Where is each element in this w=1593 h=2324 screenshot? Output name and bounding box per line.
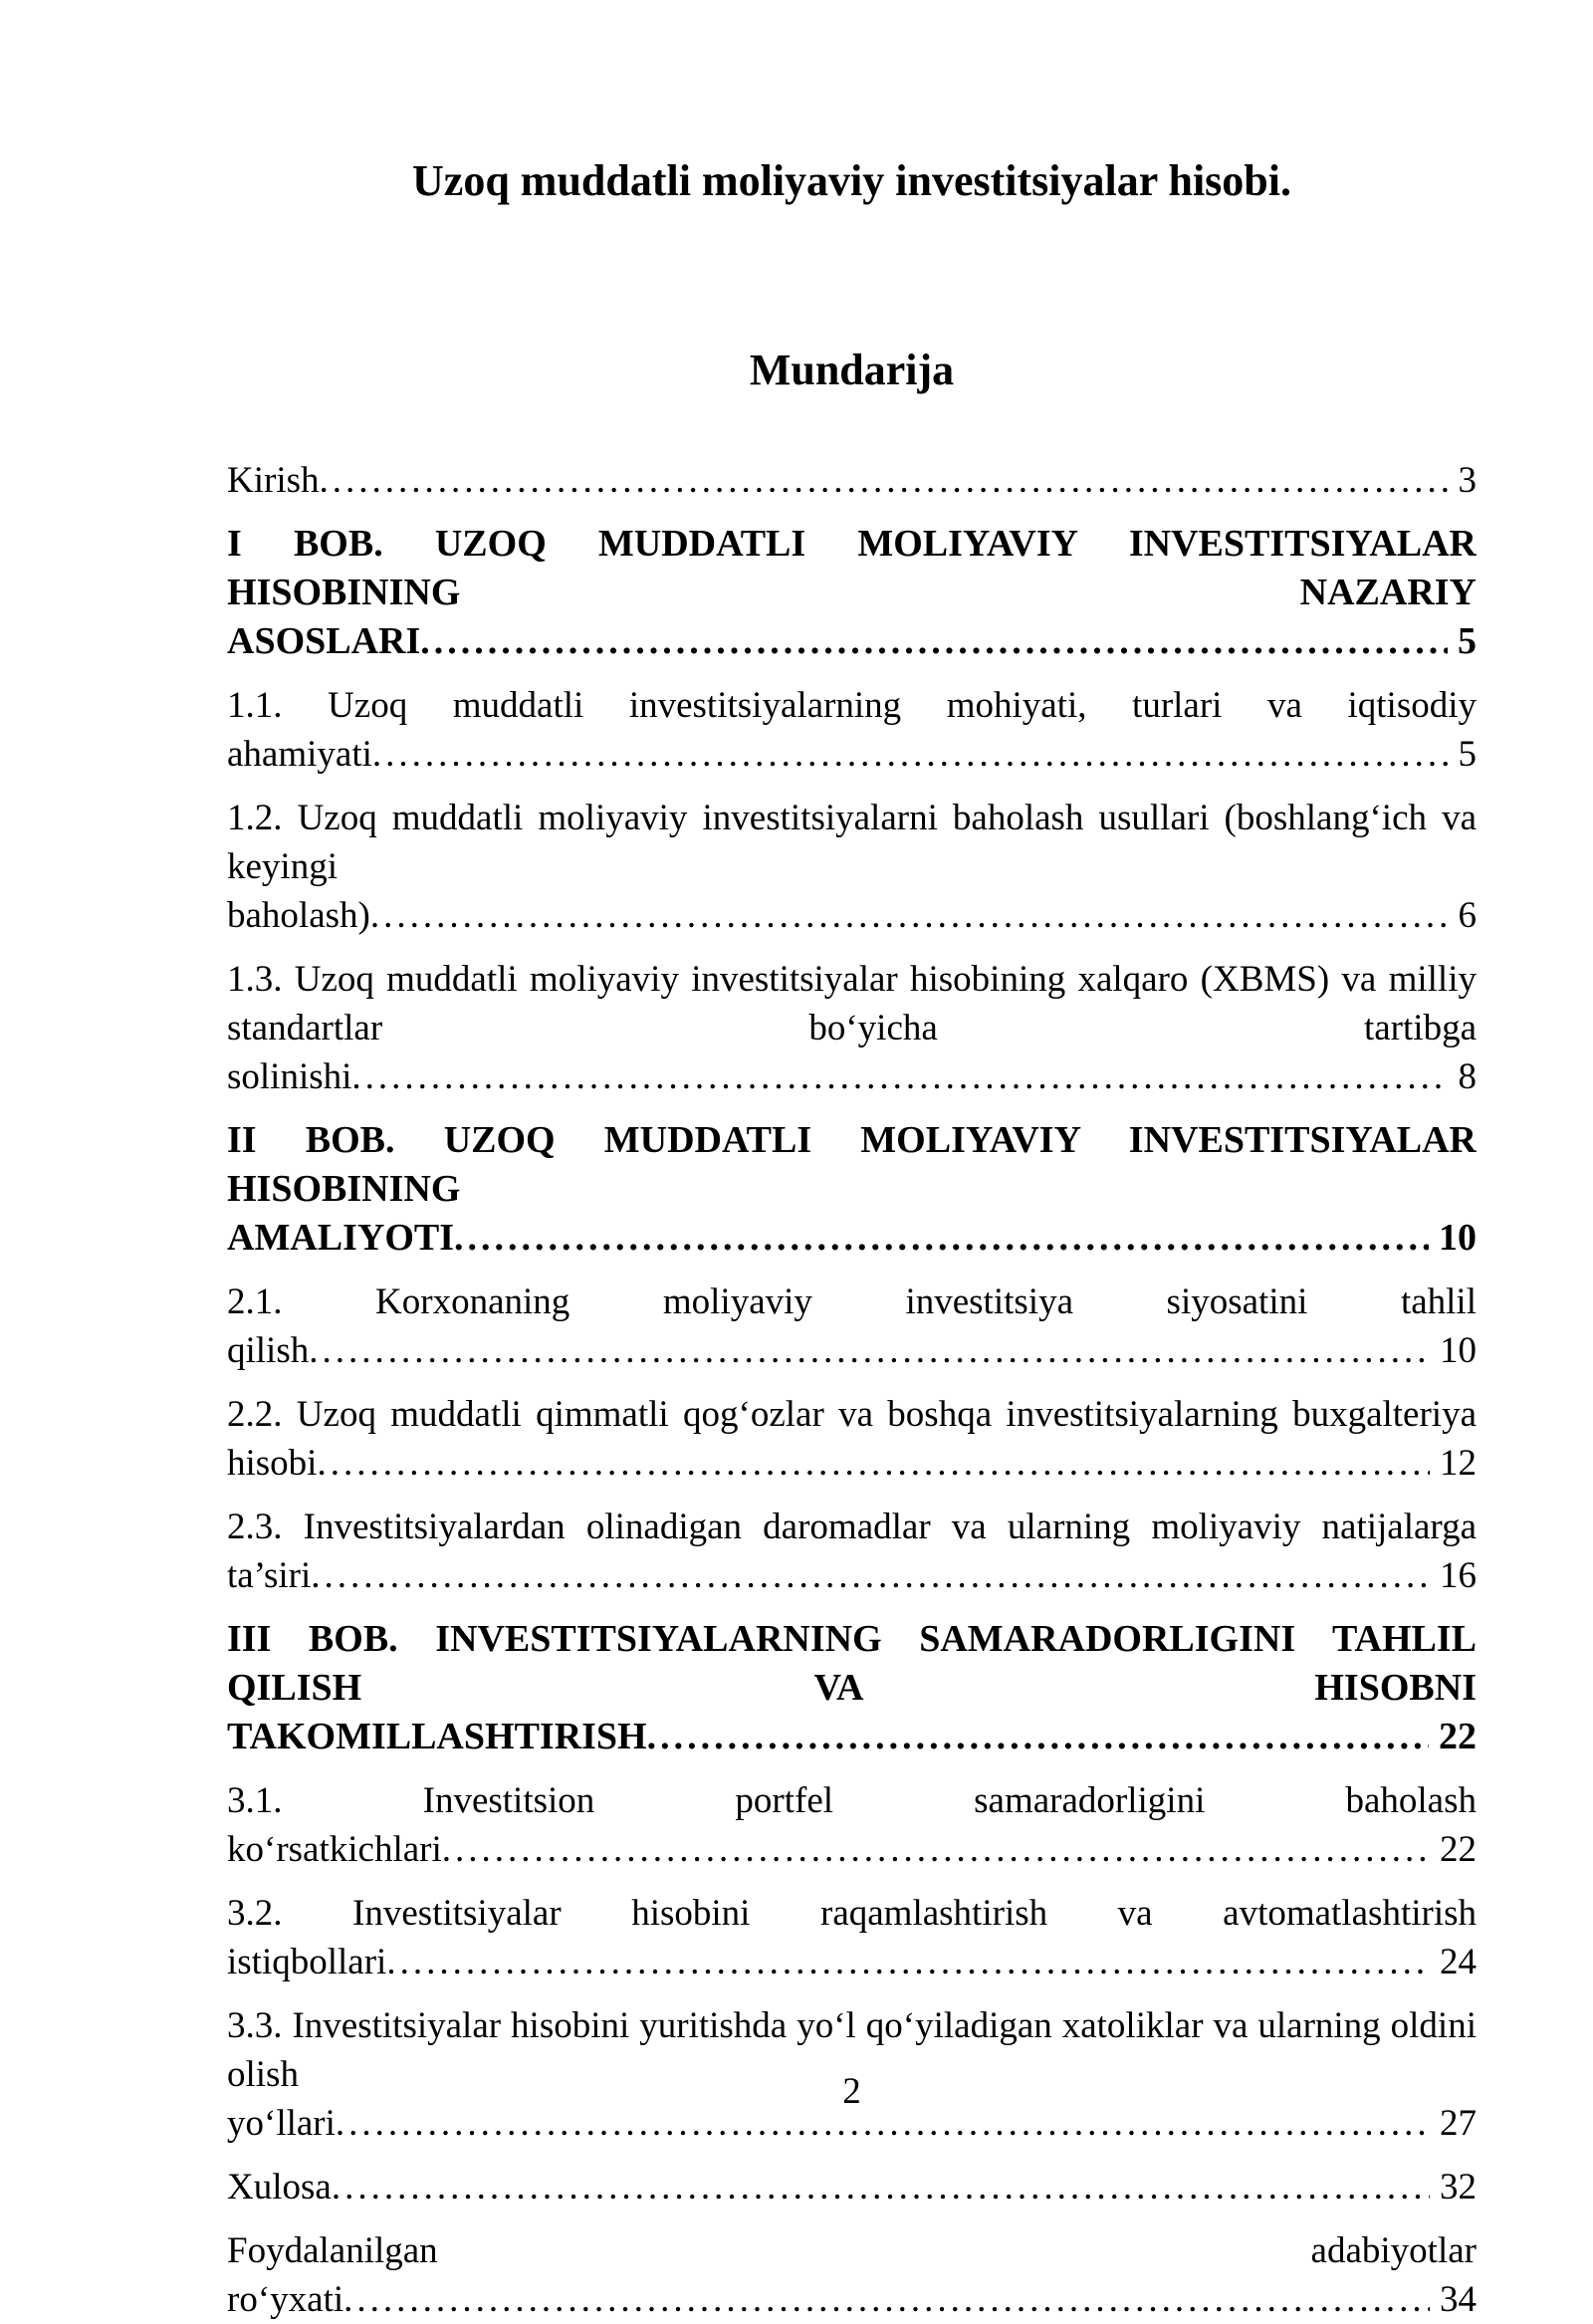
toc-entry-text: 3.2. Investitsiyalar hisobini raqamlashtirish va avtomatlashtirish istiqbollari	[227, 1893, 1477, 1982]
toc-page-number: 3	[1449, 456, 1478, 505]
toc-entry-text: 2.2. Uzoq muddatli qimmatli qog‘ozlar va boshqa investitsiyalarning buxgalteriya hisobi	[227, 1394, 1477, 1484]
dot-leader	[343, 2279, 1477, 2320]
toc-page-number: 5	[1449, 730, 1478, 779]
toc-entry-kirish	[227, 456, 1477, 505]
dot-leader	[370, 895, 1477, 936]
toc-heading: Mundarija	[749, 346, 955, 394]
page-content	[227, 0, 1477, 2324]
toc-entry-text: Foydalanilgan adabiyotlar ro‘yxati	[227, 2230, 1477, 2320]
toc-entry-1-2	[227, 794, 1477, 940]
toc-entry-chapter-1	[227, 520, 1477, 666]
toc-entry-3-1	[227, 1776, 1477, 1874]
toc-entry-chapter-2	[227, 1116, 1477, 1263]
toc-entry-text: 2.1. Korxonaning moliyaviy investitsiya siyosatini tahlil qilish	[227, 1281, 1477, 1371]
dot-leader	[386, 1942, 1477, 1982]
dot-leader	[647, 1716, 1477, 1757]
dot-leader	[309, 1330, 1477, 1371]
toc-entry-chapter-3	[227, 1615, 1477, 1761]
toc-entry-text: 1.2. Uzoq muddatli moliyaviy investitsiyalarni baholash usullari (boshlang‘ich va keyingi baholash)	[227, 798, 1477, 936]
dot-leader	[351, 1056, 1477, 1097]
toc-page-number: 8	[1449, 1052, 1478, 1101]
toc-entry-text: III BOB. INVESTITSIYALARNING SAMARADORLIGINI TAHLIL QILISH VA HISOBNI TAKOMILLASHTIRISH	[227, 1618, 1477, 1757]
toc-entry-text: 1.3. Uzoq muddatli moliyaviy investitsiyalar hisobining xalqaro (XBMS) va milliy standartlar bo‘yicha tartibga solinishi	[227, 959, 1477, 1097]
toc-entry-2-3	[227, 1503, 1477, 1600]
toc-page-number: 32	[1430, 2163, 1477, 2211]
toc-entry-adabiyotlar	[227, 2226, 1477, 2324]
toc-page-number: 22	[1429, 1713, 1477, 1761]
dot-leader	[311, 1555, 1477, 1596]
toc-page-number: 22	[1430, 1825, 1477, 1874]
footer-page-number: 2	[842, 2071, 861, 2112]
toc-entry-3-2	[227, 1889, 1477, 1986]
toc-page-number: 12	[1430, 1439, 1477, 1488]
dot-leader	[317, 1443, 1477, 1484]
dot-leader	[320, 460, 1478, 501]
toc-page-number: 6	[1449, 891, 1478, 940]
dot-leader	[442, 1829, 1477, 1870]
toc-entry-2-2	[227, 1390, 1477, 1488]
toc-entry-text: 1.1. Uzoq muddatli investitsiyalarning mohiyati, turlari va iqtisodiy ahamiyati	[227, 685, 1477, 775]
toc-entry-text: 3.3. Investitsiyalar hisobini yuritishda yo‘l qo‘yiladigan xatoliklar va ularning oldini olish yo‘llari	[227, 2005, 1477, 2144]
toc-page-number: 5	[1448, 617, 1477, 666]
toc-entry-text: 3.1. Investitsion portfel samaradorligini baholash ko‘rsatkichlari	[227, 1780, 1477, 1870]
toc-entry-2-1	[227, 1278, 1477, 1375]
toc-entry-1-3	[227, 955, 1477, 1101]
dot-leader	[372, 734, 1477, 775]
dot-leader	[454, 1217, 1477, 1259]
toc-page-number: 27	[1430, 2099, 1477, 2148]
dot-leader	[332, 2167, 1477, 2208]
toc-page-number: 34	[1430, 2275, 1477, 2324]
toc-page-number: 16	[1430, 1551, 1477, 1600]
table-of-contents	[227, 456, 1477, 2324]
toc-entry-1-1	[227, 681, 1477, 779]
toc-page-number: 24	[1430, 1938, 1477, 1986]
toc-entry-xulosa	[227, 2163, 1477, 2211]
toc-entry-text: I BOB. UZOQ MUDDATLI MOLIYAVIY INVESTITSIYALAR HISOBINING NAZARIY ASOSLARI	[227, 523, 1477, 662]
toc-page-number: 10	[1430, 1326, 1477, 1375]
dot-leader	[420, 620, 1477, 662]
toc-page-number: 10	[1429, 1214, 1477, 1263]
toc-entry-text: II BOB. UZOQ MUDDATLI MOLIYAVIY INVESTITSIYALAR HISOBINING AMALIYOTI	[227, 1119, 1477, 1259]
document-title: Uzoq muddatli moliyaviy investitsiyalar hisobi.	[412, 156, 1291, 205]
toc-entry-text: Xulosa	[227, 2167, 332, 2208]
toc-entry-text: 2.3. Investitsiyalardan olinadigan daromadlar va ularning moliyaviy natijalarga ta’siri	[227, 1507, 1477, 1596]
toc-entry-text: Kirish	[227, 460, 320, 501]
